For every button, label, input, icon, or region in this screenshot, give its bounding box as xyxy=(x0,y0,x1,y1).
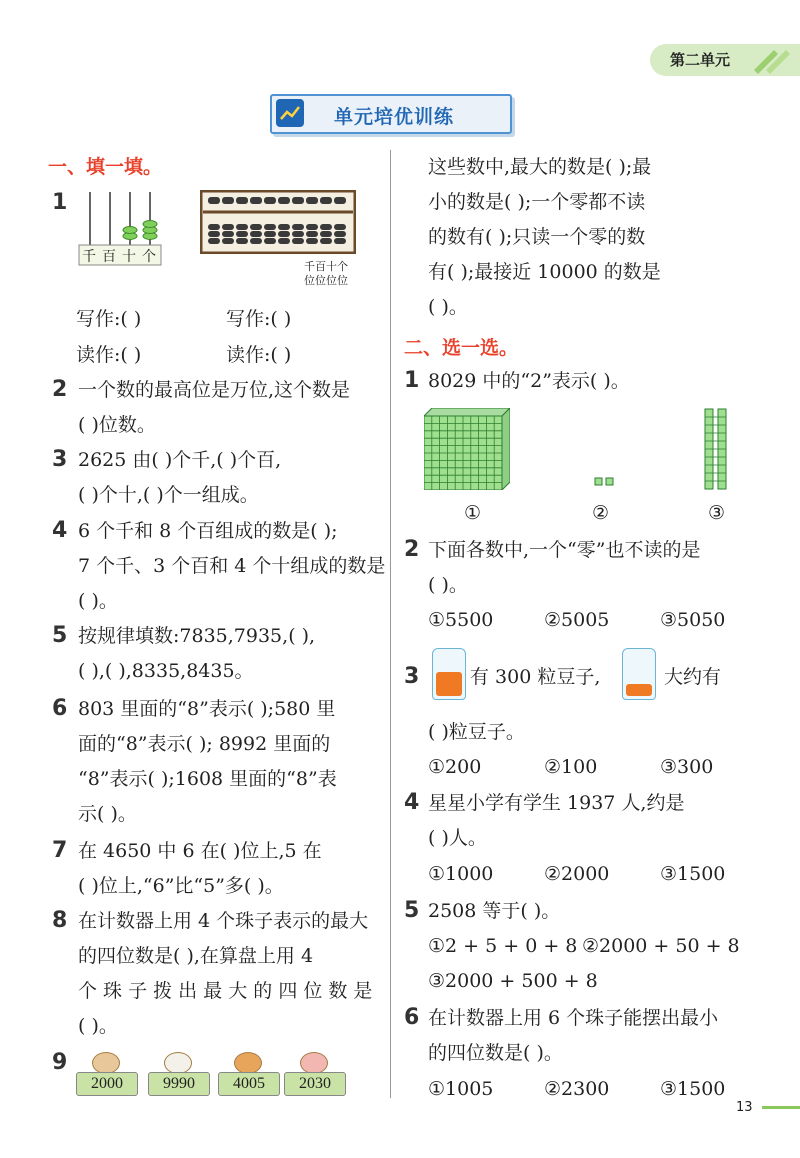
q3-number: 3 xyxy=(52,447,68,472)
q1-write-1: 写作:( ) xyxy=(76,308,142,330)
r-q1-option-2[interactable]: ② xyxy=(592,502,610,524)
r-q6-option-3[interactable]: ③1500 xyxy=(660,1078,726,1100)
r-q5-line-1: 2508 等于( )。 xyxy=(428,900,561,922)
monkey-2-icon xyxy=(234,1052,262,1074)
r-q3-text-2: 大约有 xyxy=(664,666,722,688)
q6-line-1: 803 里面的“8”表示( );580 里 xyxy=(78,698,336,720)
counting-frame xyxy=(78,190,162,268)
r-q5-option-2[interactable]: ②2000 + 50 + 8 xyxy=(582,935,740,957)
r-q2-option-1[interactable]: ①5500 xyxy=(428,609,494,631)
r-q5-number: 5 xyxy=(404,898,420,923)
counter-label-hundreds: 百 xyxy=(102,249,116,265)
pig-icon xyxy=(300,1052,328,1074)
q4-line-3: ( )。 xyxy=(78,590,118,612)
r-q6-line-1: 在计数器上用 6 个珠子能摆出最小 xyxy=(428,1007,719,1029)
abacus xyxy=(200,190,356,254)
counter-label-ones: 个 xyxy=(142,249,156,265)
r-q1-text: 8029 中的“2”表示( )。 xyxy=(428,370,630,392)
thousand-cube-icon xyxy=(424,408,510,490)
q6-line-3: “8”表示( );1608 里面的“8”表 xyxy=(78,768,337,790)
r-q4-option-2[interactable]: ②2000 xyxy=(544,863,610,885)
chart-icon xyxy=(276,99,304,127)
q4-line-2: 7 个千、3 个百和 4 个十组成的数是 xyxy=(78,555,386,577)
abacus-caption-1: 千百十个 xyxy=(304,260,348,273)
r-q4-line-2: ( )人。 xyxy=(428,827,487,849)
animal-sign-1: 2000 xyxy=(76,1072,138,1096)
q7-line-1: 在 4650 中 6 在( )位上,5 在 xyxy=(78,840,322,862)
q5-number: 5 xyxy=(52,623,68,648)
q9-cont-line-2: 小的数是( );一个零都不读 xyxy=(428,191,646,213)
pencil-decoration-icon xyxy=(750,46,794,74)
unit-tab xyxy=(650,44,800,76)
counter-label-thousands: 千 xyxy=(82,249,96,265)
q1-read-1: 读作:( ) xyxy=(76,344,142,366)
abacus-caption-2: 位位位位 xyxy=(304,274,348,287)
page-number-bar xyxy=(762,1106,800,1109)
section-choose-title: 二、选一选。 xyxy=(404,337,519,359)
r-q5-option-1[interactable]: ①2 + 5 + 0 + 8 xyxy=(428,935,578,957)
r-q3-number: 3 xyxy=(404,664,420,689)
animal-sign-3: 4005 xyxy=(218,1072,280,1096)
goat-icon xyxy=(164,1052,192,1074)
r-q4-number: 4 xyxy=(404,790,420,815)
r-q6-number: 6 xyxy=(404,1005,420,1030)
page-title: 单元培优训练 xyxy=(334,106,455,128)
r-q3-option-2[interactable]: ②100 xyxy=(544,756,598,778)
q2-number: 2 xyxy=(52,377,68,402)
q8-line-4: ( )。 xyxy=(78,1015,118,1037)
q1-write-2: 写作:( ) xyxy=(226,308,292,330)
q7-line-2: ( )位上,“6”比“5”多( )。 xyxy=(78,875,284,897)
q1-read-2: 读作:( ) xyxy=(226,344,292,366)
r-q2-line-2: ( )。 xyxy=(428,574,468,596)
q8-line-2: 的四位数是( ),在算盘上用 4 xyxy=(78,945,314,967)
q8-line-1: 在计数器上用 4 个珠子表示的最大 xyxy=(78,910,369,932)
q1-number: 1 xyxy=(52,190,68,215)
page-number: 13 xyxy=(736,1100,753,1115)
q4-number: 4 xyxy=(52,518,68,543)
r-q2-option-2[interactable]: ②5005 xyxy=(544,609,610,631)
q8-number: 8 xyxy=(52,908,68,933)
jar-partial-icon xyxy=(622,648,656,700)
q9-cont-line-1: 这些数中,最大的数是( );最 xyxy=(428,156,652,178)
q6-line-4: 示( )。 xyxy=(78,803,137,825)
q6-line-2: 面的“8”表示( ); 8992 里面的 xyxy=(78,733,331,755)
q5-line-1: 按规律填数:7835,7935,( ), xyxy=(78,625,316,647)
q9-number: 9 xyxy=(52,1050,68,1075)
r-q1-number: 1 xyxy=(404,368,420,393)
r-q6-line-2: 的四位数是( )。 xyxy=(428,1042,563,1064)
q3-line-1: 2625 由( )个千,( )个百, xyxy=(78,449,282,471)
q5-line-2: ( ),( ),8335,8435。 xyxy=(78,660,254,682)
r-q4-option-3[interactable]: ③1500 xyxy=(660,863,726,885)
r-q1-option-3[interactable]: ③ xyxy=(708,502,726,524)
q9-cont-line-3: 的数有( );只读一个零的数 xyxy=(428,226,646,248)
two-unit-cubes-icon xyxy=(594,476,616,486)
r-q6-option-1[interactable]: ①1005 xyxy=(428,1078,494,1100)
section-fill-in-title: 一、填一填。 xyxy=(48,156,163,178)
q7-number: 7 xyxy=(52,838,68,863)
r-q6-option-2[interactable]: ②2300 xyxy=(544,1078,610,1100)
counter-label-tens: 十 xyxy=(122,249,136,265)
jar-full-icon xyxy=(432,648,466,700)
r-q3-line-2: ( )粒豆子。 xyxy=(428,721,525,743)
r-q4-line-1: 星星小学有学生 1937 人,约是 xyxy=(428,792,685,814)
r-q3-option-3[interactable]: ③300 xyxy=(660,756,714,778)
q8-line-3: 个 珠 子 拨 出 最 大 的 四 位 数 是 xyxy=(78,980,373,1002)
r-q2-option-3[interactable]: ③5050 xyxy=(660,609,726,631)
r-q2-number: 2 xyxy=(404,537,420,562)
column-divider xyxy=(390,150,391,1098)
q9-cont-line-4: 有( );最接近 10000 的数是 xyxy=(428,261,661,283)
unit-label: 第二单元 xyxy=(670,51,731,69)
q3-line-2: ( )个十,( )个一组成。 xyxy=(78,484,259,506)
r-q2-line-1: 下面各数中,一个“零”也不读的是 xyxy=(428,539,701,561)
q2-line-2: ( )位数。 xyxy=(78,414,156,436)
two-ten-rods-icon xyxy=(704,408,728,490)
q9-cont-line-5: ( )。 xyxy=(428,296,468,318)
r-q1-option-1[interactable]: ① xyxy=(464,502,482,524)
r-q5-option-3[interactable]: ③2000 + 500 + 8 xyxy=(428,970,598,992)
monkey-icon xyxy=(92,1052,120,1074)
r-q3-text-1: 有 300 粒豆子, xyxy=(470,666,601,688)
q4-line-1: 6 个千和 8 个百组成的数是( ); xyxy=(78,520,338,542)
r-q3-option-1[interactable]: ①200 xyxy=(428,756,482,778)
q2-line-1: 一个数的最高位是万位,这个数是 xyxy=(78,379,351,401)
animal-sign-2: 9990 xyxy=(148,1072,210,1096)
q6-number: 6 xyxy=(52,696,68,721)
animal-sign-4: 2030 xyxy=(284,1072,346,1096)
r-q4-option-1[interactable]: ①1000 xyxy=(428,863,494,885)
page-title-box xyxy=(270,94,512,134)
